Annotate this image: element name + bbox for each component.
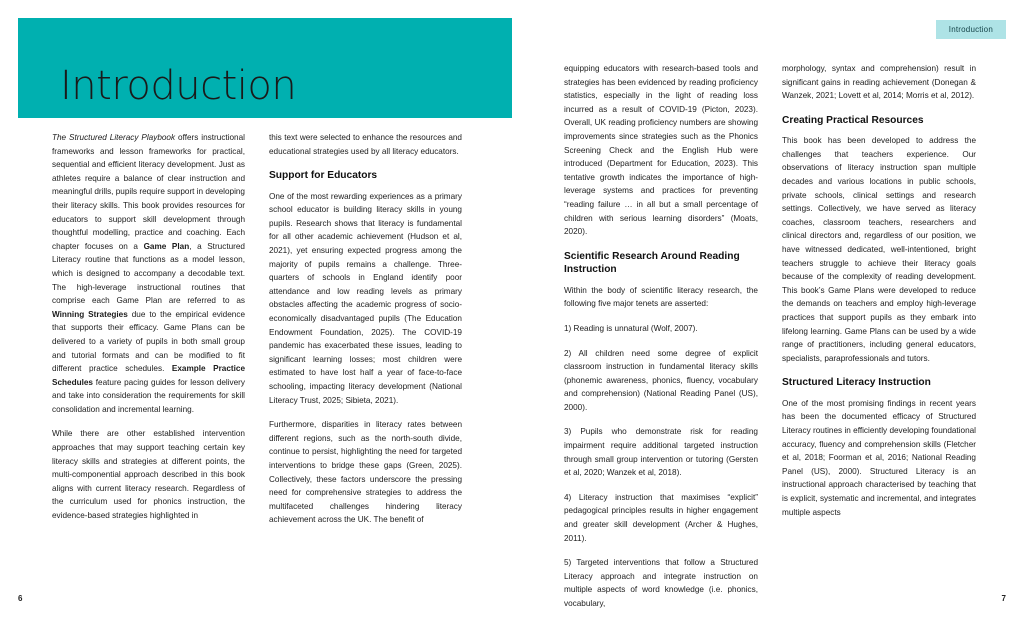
list-item-1: 1) Reading is unnatural (Wolf, 2007). (564, 323, 698, 333)
paragraph-intro-text-4: feature pacing guides for lesson delivery and take into consideration the requirements for skill consolidation and incremental learning. (52, 377, 245, 414)
page-number-right: 7 (1001, 594, 1006, 603)
right-page-columns (564, 62, 976, 622)
paragraph-intro (52, 131, 245, 416)
page-number-left: 6 (18, 594, 23, 603)
left-column-2 (269, 131, 462, 538)
paragraph-left-2-2: One of the most rewarding experiences as a primary school educator is building literacy skills in young pupils. Research shows that literacy is fundamental for all other academic achievement (Hudson et al, 2021), yet ensuring expected progress among the majority of pupils remains a challenge. Three-quarters of schools in England identify poor attendance and low reading levels as primary obstacles affecting the academic progress of socio-economically disadvantaged pupils (The Education Endowment Foundation, 2025). The COVID-19 pandemic has exacerbated these issues, leading to significant learning losses; most children were estimated to have lost half a year of face-to-face schooling, impacting literacy development (National Literacy Trust, 2025; Sibieta, 2021). (269, 191, 462, 405)
heading-creating-practical-resources: Creating Practical Resources (782, 114, 924, 126)
title-band (18, 18, 512, 118)
paragraph-right-1-2: Within the body of scientific literacy research, the following five major tenets are asserted: (564, 285, 758, 309)
left-page-columns (52, 131, 462, 538)
term-example-practice-schedules: Example Practice Schedules (52, 364, 245, 387)
left-column-1 (52, 131, 245, 538)
paragraph-intro-text: offers instructional frameworks and lesson frameworks for practical, sequential and efficient literacy development. Just as athletes require a balance of clear instruction and meaningful drills, pupils require support in developing their literacy skills. This book provides resources for educators to support skill development through thoughtful modelling, practice and coaching. Each chapter focuses on a (52, 133, 245, 251)
paragraph-right-1-1: equipping educators with research-based tools and strategies has been evidenced by reading proficiency statistics, especially in the light of reading loss incurred as a result of COVID-19 (Picton, 2023). Overall, UK reading proficiency numbers are showing improvements since strategies such as the Phonics Screening Check and the English Hub were introduced (Department for Education, 2023). This tentative growth indicates the importance of high-leverage systems and practices for preventing “reading failure … in all but a small percentage of children with serious learning disorders” (Moats, 2020). (564, 64, 758, 237)
term-game-plan: Game Plan (143, 241, 190, 251)
list-item-4: 4) Literacy instruction that maximises “explicit” pedagogical principles results in higher engagement and greater skill development (Archer & Hughes, 2011). (564, 492, 758, 543)
paragraph-right-2-3: One of the most promising findings in recent years has been the documented efficacy of Structured Literacy routines in efficiently developing foundational accuracy, fluency and comprehension skills (Fletcher et al, 2018; Foorman et al, 2016; National Reading Panel (US), 2000). Structured Literacy is an instructional approach characterised by teaching that is explicit, systematic and incremental, and integrates multiple aspects (782, 398, 976, 517)
paragraph-intro-text-3: due to the empirical evidence that supports their efficacy. Game Plans can be delivered to a variety of pupils in both small group and tutorial formats and can be modified to fit different practice schedules. (52, 309, 245, 374)
paragraph-intro-text-2: , a Structured Literacy routine that functions as a model lesson, which is designed to accompany a decodable text. The high-leverage instructional routines that comprise each Game Plan are referred to as (52, 241, 245, 306)
list-item-5: 5) Targeted interventions that follow a Structured Literacy approach and integrate instruction on multiple aspects of word knowledge (i.e. phonics, vocabulary, (564, 558, 758, 608)
paragraph-left-1-2: While there are other established intervention approaches that may support teaching certain key literacy skills and strategies at different points, the multi-componential approach described in this book aligns with current literacy research. Regardless of the curriculum used for phonics instruction, the evidence-based strategies highlighted in (52, 429, 245, 521)
right-column-2 (782, 62, 976, 622)
paragraph-right-2-2: This book has been developed to address the challenges that teachers experience. Our observations of literacy instruction span multiple decades and various locations in public schools, private schools, clinical settings and research settings. Collectively, we have served as literacy coaches, classroom teachers, researchers and clinical directors and, regardless of our position, we have witnessed dedicated, well-intentioned, bright teachers struggle to achieve their literacy goals because of the complexity of reading development. This book’s Game Plans were developed to reduce the demands on teachers and employ high-leverage practices that support pupils as they embark into lifelong learning. Game Plans can be used by a wide range of practitioners, including general educators, specialists, paraprofessionals and tutors. (782, 136, 976, 363)
book-title-italic: The Structured Literacy Playbook (52, 133, 176, 142)
term-winning-strategies: Winning Strategies (52, 309, 128, 319)
paragraph-left-2-1: this text were selected to enhance the resources and educational strategies used by all literacy educators. (269, 133, 462, 156)
right-page (512, 0, 1024, 625)
heading-scientific-research: Scientific Research Around Reading Instruction (564, 250, 740, 276)
heading-support-for-educators: Support for Educators (269, 170, 378, 182)
page-title: Introduction (60, 63, 297, 109)
list-item-2: 2) All children need some degree of explicit classroom instruction in fundamental literacy skills (phonemic awareness, phonics, fluency, vocabulary and comprehension) (National Reading Panel (US), 2000). (564, 348, 758, 412)
list-item-3: 3) Pupils who demonstrate risk for reading impairment require additional targeted instruction through small group intervention or tutoring (Gersten et al, 2020; Wanzek et al, 2018). (564, 427, 758, 478)
running-head: Introduction (936, 20, 1006, 39)
paragraph-left-2-3: Furthermore, disparities in literacy rates between different regions, such as the north-south divide, continue to persist, highlighting the need for targeted interventions to bridge these gaps (Green, 2025). Collectively, these factors underscore the pressing need for comprehensive strategies to address the multifaceted challenges hindering literacy achievement across the UK. The benefit of (269, 420, 462, 525)
paragraph-right-2-1: morphology, syntax and comprehension) result in significant gains in reading achievement (Donegan & Wanzek, 2021; Lovett et al, 2014; Morris et al, 2012). (782, 64, 976, 101)
heading-structured-literacy-instruction: Structured Literacy Instruction (782, 377, 931, 389)
right-column-1 (564, 62, 758, 622)
